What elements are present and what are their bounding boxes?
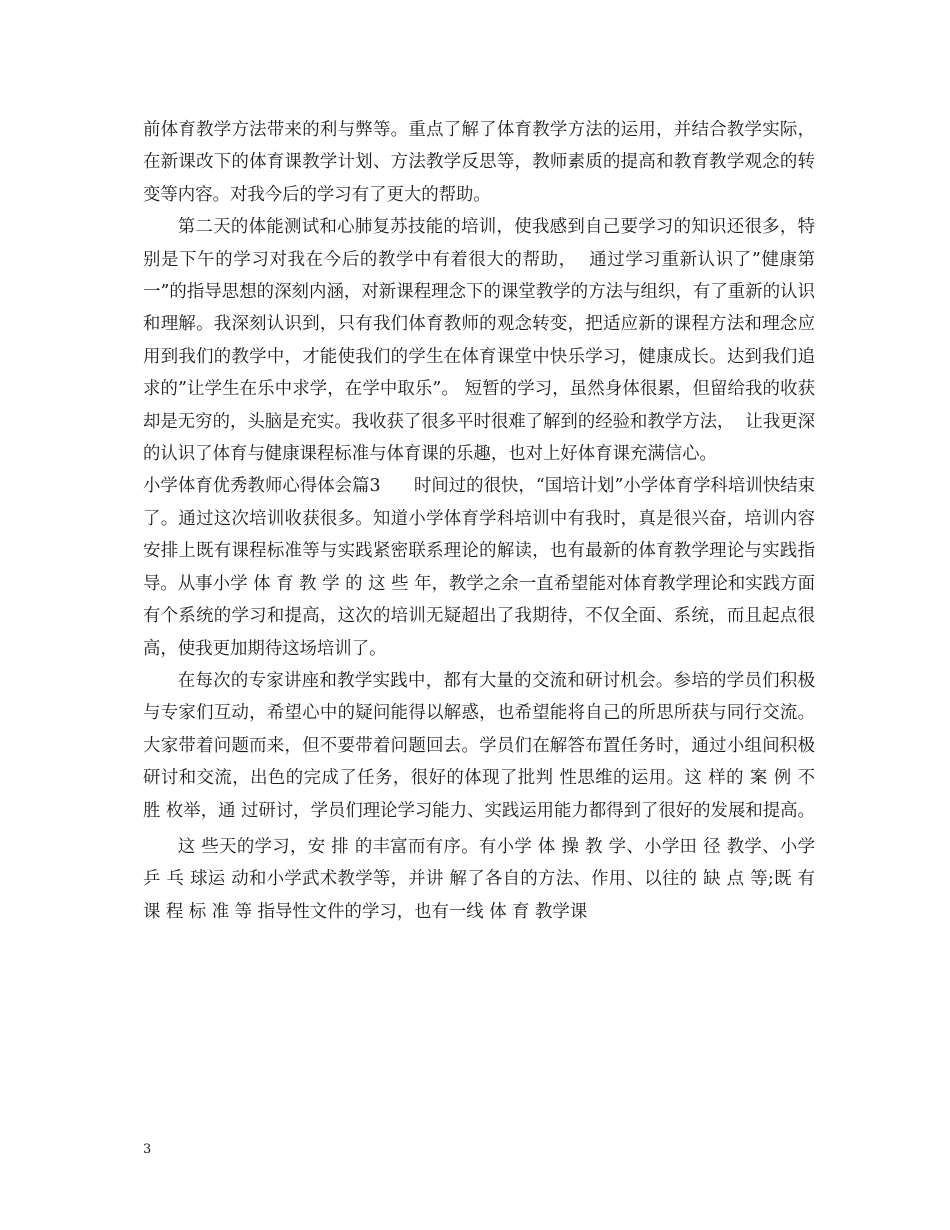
document-body	[143, 114, 821, 928]
paragraph-1: 前体育教学方法带来的利与弊等。重点了解了体育教学方法的运用，并结合教学实际，在新课改下的体育课教学计划、方法教学反思等，教师素质的提高和教育教学观念的转变等内容。对我今后的学习有了更大的帮助。	[143, 120, 815, 205]
paragraph-2: 第二天的体能测试和心肺复苏技能的培训，使我感到自己要学习的知识还很多，特别是下午的学习对我在今后的教学中有着很大的帮助， 通过学习重新认识了”健康第一”的指导思想的深刻内涵，对新课程理念下的课堂教学的方法与组织，有了重新的认识和理解。我深刻认识到，只有我们体育教师的观念转变，把适应新的课程方法和理念应用到我们的教学中，才能使我们的学生在体育课堂中快乐学习，健康成长。达到我们追求的”让学生在乐中求学，在学中取乐”。 短暂的学习，虽然身体很累，但留给我的收获却是无穷的，头脑是充实。我收获了很多平时很难了解到的经验和教学方法， 让我更深的认识了体育与健康课程标准与体育课的乐趣，也对上好体育课充满信心。	[143, 217, 815, 465]
paragraph-3-section-heading: 小学体育优秀教师心得体会篇3 时间过的很快，“国培计划”小学体育学科培训快结束了。通过这次培训收获很多。知道小学体育学科培训中有我时，真是很兴奋，培训内容安排上既有课程标准等与实践紧密联系理论的解读，也有最新的体育教学理论与实践指导。从事小学 体 育 教 学 的 这 些 年，教学之余一直希望能对体育教学理论和实践方面有个系统的学习和提高，这次的培训无疑超出了我期待，不仅全面、系统，而且起点很高，使我更加期待这场培训了。	[143, 476, 815, 659]
paragraph-5: 这 些天的学习，安 排 的丰富而有序。有小学 体 操 教 学、小学田 径 教学、小学乒 乓 球运 动和小学武术教学等，并讲 解了各自的方法、作用、以往的 缺 点 等;既 有课 程 标 准 等 指导性文件的学习，也有一线 体 育 教学课	[143, 836, 815, 922]
paragraph-4: 在每次的专家讲座和教学实践中，都有大量的交流和研讨机会。参培的学员们积极与专家们互动，希望心中的疑问能得以解惑，也希望能将自己的所思所获与同行交流。大家带着问题而来，但不要带着问题回去。学员们在解答布置任务时，通过小组间积极研讨和交流，出色的完成了任务，很好的体现了批判 性思维的运用。这 样的 案 例 不 胜 枚举，通 过研讨，学员们理论学习能力、实践运用能力都得到了很好的发展和提高。	[143, 670, 821, 821]
page-number: 3	[143, 1142, 152, 1157]
